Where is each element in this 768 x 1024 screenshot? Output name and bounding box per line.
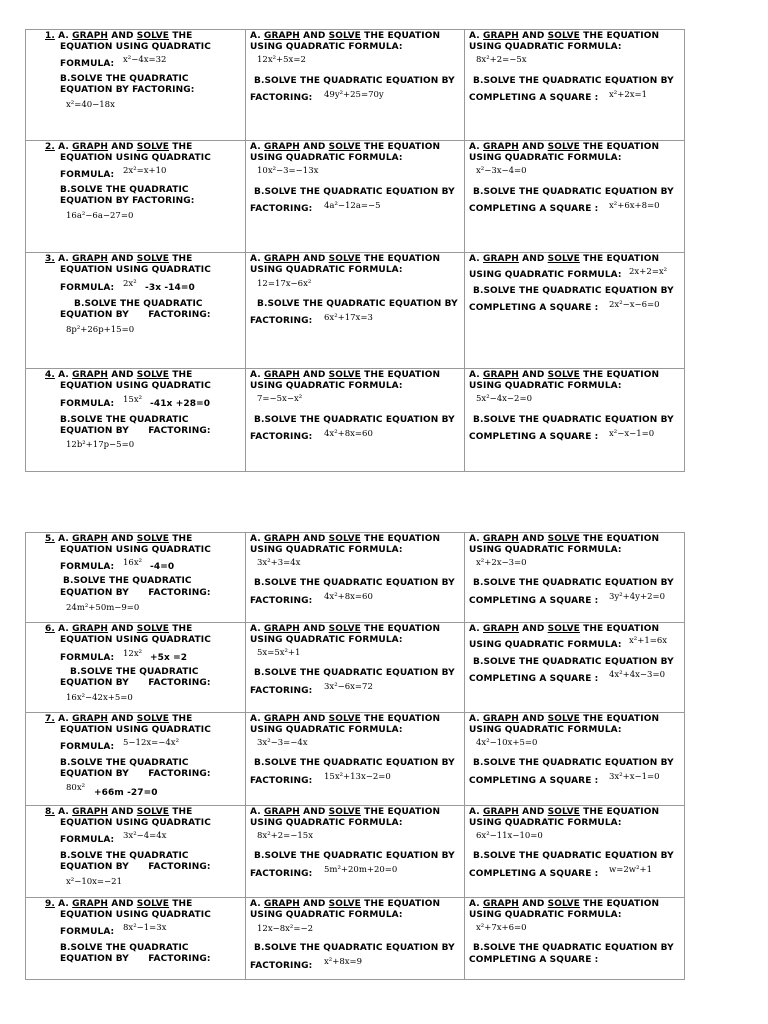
instruction-text: B.SOLVE THE QUADRATIC (60, 185, 189, 195)
equation: +66m -27=0 (94, 788, 158, 798)
instruction-text: EQUATION USING QUADRATIC (60, 818, 211, 828)
completing-square-label: COMPLETING A SQUARE : (469, 776, 599, 786)
instruction-text: USING QUADRATIC FORMULA: (250, 153, 403, 163)
equation: 5−12x=−4x² (123, 738, 179, 748)
item-heading: A. GRAPH AND SOLVE THE EQUATION (469, 807, 660, 817)
equation: x²+2x−3=0 (476, 558, 527, 568)
equation: 80x² (66, 783, 86, 793)
instruction-text: EQUATION BY FACTORING: (60, 954, 211, 964)
equation: 7=−5x−x² (257, 394, 303, 404)
instruction-text: EQUATION BY FACTORING: (60, 769, 211, 779)
formula-label: FORMULA: (60, 927, 115, 937)
equation: 3x²+x−1=0 (609, 772, 660, 782)
instruction-text: USING QUADRATIC FORMULA: (469, 545, 622, 555)
item-heading: A. GRAPH AND SOLVE THE EQUATION (250, 370, 441, 380)
item-heading: 6. A. GRAPH AND SOLVE THE (45, 624, 193, 634)
formula-label: FORMULA: (60, 283, 115, 293)
item-heading: 4. A. GRAPH AND SOLVE THE (45, 370, 193, 380)
equation: 2x² (123, 279, 137, 289)
instruction-text: B.SOLVE THE QUADRATIC (60, 851, 189, 861)
instruction-text: B.SOLVE THE QUADRATIC (60, 943, 189, 953)
formula-label: FORMULA: (60, 59, 115, 69)
equation: x²−4x=32 (123, 55, 167, 65)
table-row (26, 30, 685, 141)
instruction-text: EQUATION USING QUADRATIC (60, 725, 211, 735)
instruction-text: B.SOLVE THE QUADRATIC EQUATION BY (473, 286, 674, 296)
formula-label: FORMULA: (60, 170, 115, 180)
table-row (26, 898, 685, 980)
item-heading: A. GRAPH AND SOLVE THE EQUATION (250, 31, 441, 41)
instruction-text: B.SOLVE THE QUADRATIC EQUATION BY (254, 187, 455, 197)
instruction-text: USING QUADRATIC FORMULA: (469, 910, 622, 920)
instruction-text: B.SOLVE THE QUADRATIC (74, 299, 203, 309)
equation: 8p²+26p+15=0 (66, 325, 135, 335)
formula-label: FORMULA: (60, 653, 115, 663)
factoring-label: FACTORING: (250, 869, 313, 879)
instruction-text: EQUATION USING QUADRATIC (60, 265, 211, 275)
completing-square-label: COMPLETING A SQUARE : (469, 204, 599, 214)
instruction-text: B.SOLVE THE QUADRATIC EQUATION BY (254, 943, 455, 953)
equation: 2x²−x−6=0 (609, 300, 660, 310)
instruction-text: USING QUADRATIC FORMULA: (250, 910, 403, 920)
worksheet-table-1 (25, 29, 685, 472)
item-heading: A. GRAPH AND SOLVE THE EQUATION (250, 142, 441, 152)
equation: x²−10x=−21 (66, 877, 122, 887)
completing-square-label: COMPLETING A SQUARE : (469, 955, 599, 965)
equation: -4=0 (150, 562, 175, 572)
equation: 10x²−3=−13x (257, 166, 319, 176)
equation: x²+8x=9 (324, 957, 363, 967)
instruction-text: B.SOLVE THE QUADRATIC EQUATION BY (254, 76, 455, 86)
equation: 15x²+13x−2=0 (324, 772, 391, 782)
instruction-text: EQUATION USING QUADRATIC (60, 910, 211, 920)
instruction-text: USING QUADRATIC FORMULA: (469, 725, 622, 735)
item-heading: A. GRAPH AND SOLVE THE EQUATION (469, 142, 660, 152)
table-row (26, 806, 685, 898)
instruction-text: EQUATION USING QUADRATIC (60, 153, 211, 163)
equation: 3x²−4=4x (123, 831, 167, 841)
item-heading: 8. A. GRAPH AND SOLVE THE (45, 807, 193, 817)
instruction-text: B.SOLVE THE QUADRATIC (60, 758, 189, 768)
equation: x²+6x+8=0 (609, 201, 660, 211)
item-heading: 1. A. GRAPH AND SOLVE THE (45, 31, 193, 41)
completing-square-label: COMPLETING A SQUARE : (469, 432, 599, 442)
factoring-label: FACTORING: (250, 776, 313, 786)
equation: 5x=5x²+1 (257, 648, 301, 658)
instruction-text: EQUATION BY FACTORING: (60, 862, 211, 872)
factoring-label: FACTORING: (250, 596, 313, 606)
table-row (26, 141, 685, 253)
item-heading: A. GRAPH AND SOLVE THE EQUATION (469, 31, 660, 41)
completing-square-label: COMPLETING A SQUARE : (469, 869, 599, 879)
equation: 12x² (123, 649, 143, 659)
item-heading: 5. A. GRAPH AND SOLVE THE (45, 534, 193, 544)
instruction-text: B.SOLVE THE QUADRATIC EQUATION BY (473, 415, 674, 425)
equation: 6x²−11x−10=0 (476, 831, 543, 841)
table-row (26, 253, 685, 369)
instruction-text: USING QUADRATIC FORMULA: (469, 818, 622, 828)
item-heading: A. GRAPH AND SOLVE THE EQUATION (250, 714, 441, 724)
instruction-text: B.SOLVE THE QUADRATIC (63, 576, 192, 586)
instruction-text: USING QUADRATIC FORMULA: (469, 381, 622, 391)
item-heading: A. GRAPH AND SOLVE THE EQUATION (469, 370, 660, 380)
formula-label: FORMULA: (60, 562, 115, 572)
instruction-text: B.SOLVE THE QUADRATIC (70, 667, 199, 677)
equation: 49y²+25=70y (324, 90, 384, 100)
equation: 12=17x−6x² (257, 279, 312, 289)
instruction-text: B.SOLVE THE QUADRATIC EQUATION BY (473, 76, 674, 86)
equation: 8x²+2=−15x (257, 831, 313, 841)
equation: +5x =2 (150, 653, 188, 663)
equation: 3x²−3=−4x (257, 738, 308, 748)
item-heading: 3. A. GRAPH AND SOLVE THE (45, 254, 193, 264)
instruction-text: B.SOLVE THE QUADRATIC EQUATION BY (257, 299, 458, 309)
equation: 4a²−12a=−5 (324, 201, 381, 211)
factoring-label: FACTORING: (250, 686, 313, 696)
instruction-text: B.SOLVE THE QUADRATIC EQUATION BY (254, 851, 455, 861)
equation: 5m²+20m+20=0 (324, 865, 398, 875)
instruction-text: B.SOLVE THE QUADRATIC EQUATION BY (473, 758, 674, 768)
instruction-text: USING QUADRATIC FORMULA: (250, 381, 403, 391)
equation: x²−x−1=0 (609, 429, 655, 439)
equation: 16x²−42x+5=0 (66, 693, 133, 703)
equation: 24m²+50m−9=0 (66, 603, 140, 613)
equation: 12x²+5x=2 (257, 55, 306, 65)
instruction-text: EQUATION BY FACTORING: (60, 310, 211, 320)
instruction-text: USING QUADRATIC FORMULA: (469, 270, 622, 280)
instruction-text: USING QUADRATIC FORMULA: (469, 640, 622, 650)
item-heading: A. GRAPH AND SOLVE THE EQUATION (469, 899, 660, 909)
table-row (26, 623, 685, 713)
instruction-text: USING QUADRATIC FORMULA: (469, 42, 622, 52)
instruction-text: USING QUADRATIC FORMULA: (250, 818, 403, 828)
instruction-text: USING QUADRATIC FORMULA: (250, 545, 403, 555)
instruction-text: B.SOLVE THE QUADRATIC EQUATION BY (254, 415, 455, 425)
item-heading: 7. A. GRAPH AND SOLVE THE (45, 714, 193, 724)
instruction-text: B.SOLVE THE QUADRATIC EQUATION BY (473, 943, 674, 953)
factoring-label: FACTORING: (250, 961, 313, 971)
item-heading: A. GRAPH AND SOLVE THE EQUATION (469, 624, 660, 634)
equation: -3x -14=0 (145, 283, 195, 293)
worksheet-table-2 (25, 532, 685, 980)
completing-square-label: COMPLETING A SQUARE : (469, 596, 599, 606)
equation: 12b²+17p−5=0 (66, 440, 135, 450)
instruction-text: B.SOLVE THE QUADRATIC EQUATION BY (473, 187, 674, 197)
item-heading: A. GRAPH AND SOLVE THE EQUATION (469, 714, 660, 724)
equation: 16x² (123, 558, 143, 568)
equation: 4x²+4x−3=0 (609, 670, 665, 680)
table-row (26, 533, 685, 623)
item-heading: A. GRAPH AND SOLVE THE EQUATION (250, 807, 441, 817)
completing-square-label: COMPLETING A SQUARE : (469, 93, 599, 103)
factoring-label: FACTORING: (250, 432, 313, 442)
item-heading: A. GRAPH AND SOLVE THE EQUATION (469, 534, 660, 544)
equation: 5x²−4x−2=0 (476, 394, 532, 404)
item-heading: A. GRAPH AND SOLVE THE EQUATION (250, 624, 441, 634)
equation: x²−3x−4=0 (476, 166, 527, 176)
completing-square-label: COMPLETING A SQUARE : (469, 674, 599, 684)
instruction-text: B.SOLVE THE QUADRATIC EQUATION BY (473, 578, 674, 588)
instruction-text: B.SOLVE THE QUADRATIC EQUATION BY (254, 668, 455, 678)
factoring-label: FACTORING: (250, 316, 313, 326)
equation: 3x²−6x=72 (324, 682, 373, 692)
equation: x²+1=6x (629, 636, 668, 646)
table-row (26, 713, 685, 806)
completing-square-label: COMPLETING A SQUARE : (469, 303, 599, 313)
formula-label: FORMULA: (60, 835, 115, 845)
equation: 4x²+8x=60 (324, 429, 373, 439)
instruction-text: USING QUADRATIC FORMULA: (250, 265, 403, 275)
equation: w=2w²+1 (609, 865, 653, 875)
equation: 2x+2=x² (629, 267, 668, 277)
instruction-text: B.SOLVE THE QUADRATIC (60, 415, 189, 425)
equation: 8x²−1=3x (123, 923, 167, 933)
equation: 8x²+2=−5x (476, 55, 527, 65)
equation: 2x²=x+10 (123, 166, 167, 176)
equation: 3y²+4y+2=0 (609, 592, 666, 602)
equation: x²+2x=1 (609, 90, 648, 100)
instruction-text: EQUATION BY FACTORING: (60, 196, 195, 206)
instruction-text: USING QUADRATIC FORMULA: (250, 725, 403, 735)
instruction-text: USING QUADRATIC FORMULA: (250, 635, 403, 645)
instruction-text: USING QUADRATIC FORMULA: (250, 42, 403, 52)
instruction-text: EQUATION USING QUADRATIC (60, 381, 211, 391)
instruction-text: USING QUADRATIC FORMULA: (469, 153, 622, 163)
instruction-text: B.SOLVE THE QUADRATIC EQUATION BY (254, 758, 455, 768)
equation: 12x−8x²=−2 (257, 924, 313, 934)
item-heading: A. GRAPH AND SOLVE THE EQUATION (250, 254, 441, 264)
instruction-text: EQUATION BY FACTORING: (60, 588, 211, 598)
item-heading: A. GRAPH AND SOLVE THE EQUATION (250, 534, 441, 544)
equation: 4x²+8x=60 (324, 592, 373, 602)
equation: 6x²+17x=3 (324, 313, 373, 323)
instruction-text: EQUATION USING QUADRATIC (60, 545, 211, 555)
formula-label: FORMULA: (60, 742, 115, 752)
instruction-text: EQUATION BY FACTORING: (60, 426, 211, 436)
equation: 16a²−6a−27=0 (66, 211, 134, 221)
instruction-text: B.SOLVE THE QUADRATIC (60, 74, 189, 84)
equation: -41x +28=0 (150, 399, 211, 409)
item-heading: A. GRAPH AND SOLVE THE EQUATION (250, 899, 441, 909)
equation: x²+7x+6=0 (476, 923, 527, 933)
factoring-label: FACTORING: (250, 93, 313, 103)
equation: 4x²−10x+5=0 (476, 738, 538, 748)
instruction-text: B.SOLVE THE QUADRATIC EQUATION BY (473, 657, 674, 667)
instruction-text: EQUATION BY FACTORING: (60, 85, 195, 95)
item-heading: 2. A. GRAPH AND SOLVE THE (45, 142, 193, 152)
item-heading: 9. A. GRAPH AND SOLVE THE (45, 899, 193, 909)
equation: 3x²+3=4x (257, 558, 301, 568)
factoring-label: FACTORING: (250, 204, 313, 214)
instruction-text: EQUATION USING QUADRATIC (60, 42, 211, 52)
instruction-text: EQUATION USING QUADRATIC (60, 635, 211, 645)
instruction-text: EQUATION BY FACTORING: (60, 678, 211, 688)
item-heading: A. GRAPH AND SOLVE THE EQUATION (469, 254, 660, 264)
equation: 15x² (123, 395, 143, 405)
instruction-text: B.SOLVE THE QUADRATIC EQUATION BY (254, 578, 455, 588)
formula-label: FORMULA: (60, 399, 115, 409)
instruction-text: B.SOLVE THE QUADRATIC EQUATION BY (473, 851, 674, 861)
equation: x²=40−18x (66, 100, 115, 110)
table-row (26, 369, 685, 472)
